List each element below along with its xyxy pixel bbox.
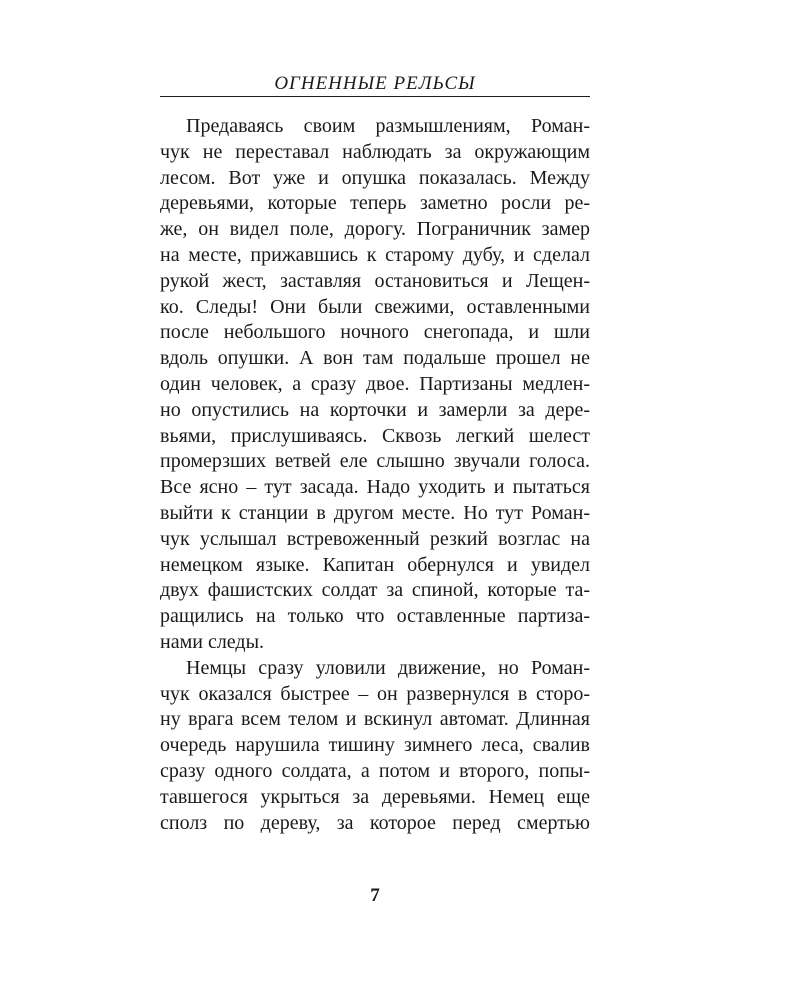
text-line: ращились на только что оставленные партиза-: [160, 605, 590, 628]
text-line: деревьями, которые теперь заметно росли ре-: [160, 192, 590, 215]
text-line: на месте, прижавшись к старому дубу, и сделал: [160, 243, 590, 266]
text-line: промерзших ветвей еле слышно звучали голоса.: [160, 450, 590, 473]
text-line: чук оказался быстрее – он развернулся в сторо-: [160, 682, 590, 705]
text-line: но опустились на корточки и замерли за дере-: [160, 398, 590, 421]
text-line: вьями, прислушиваясь. Сквозь легкий шелест: [160, 424, 590, 447]
page-number: 7: [370, 885, 380, 906]
text-line: вдоль опушки. А вон там подальше прошел не: [160, 347, 590, 370]
text-line: нами следы.: [160, 630, 265, 653]
header-rule: [160, 96, 590, 97]
text-line: чук услышал встревоженный резкий возглас на: [160, 527, 590, 550]
text-line: двух фашистских солдат за спиной, которые та-: [160, 579, 590, 602]
text-line: один человек, а сразу двое. Партизаны медлен-: [160, 372, 590, 395]
text-line: очередь нарушила тишину зимнего леса, свалив: [160, 734, 590, 757]
text-line: выйти к станции в другом месте. Но тут Роман-: [160, 501, 590, 524]
body-text: [160, 114, 590, 836]
text-line: Немцы сразу уловили движение, но Роман-: [186, 656, 590, 679]
running-title: ОГНЕННЫЕ РЕЛЬСЫ: [274, 73, 476, 94]
text-line: после небольшого ночного снегопада, и шли: [160, 321, 590, 344]
text-line: ну врага всем телом и вскинул автомат. Длинная: [160, 708, 590, 731]
text-line: сполз по дереву, за которое перед смертью: [160, 811, 590, 834]
text-line: Все ясно – тут засада. Надо уходить и пытаться: [160, 476, 590, 499]
text-line: лесом. Вот уже и опушка показалась. Между: [160, 166, 590, 189]
text-line: немецком языке. Капитан обернулся и увидел: [160, 553, 590, 576]
text-line: чук не переставал наблюдать за окружающим: [160, 140, 590, 163]
text-line: сразу одного солдата, а потом и второго, попы-: [160, 759, 590, 782]
text-line: же, он видел поле, дорогу. Пограничник замер: [160, 218, 590, 241]
text-line: ко. Следы! Они были свежими, оставленными: [160, 295, 590, 318]
text-line: тавшегося укрыться за деревьями. Немец еще: [160, 785, 590, 808]
text-line: рукой жест, заставляя остановиться и Лещен-: [160, 269, 590, 292]
text-line: Предаваясь своим размышлениям, Роман-: [186, 115, 590, 137]
